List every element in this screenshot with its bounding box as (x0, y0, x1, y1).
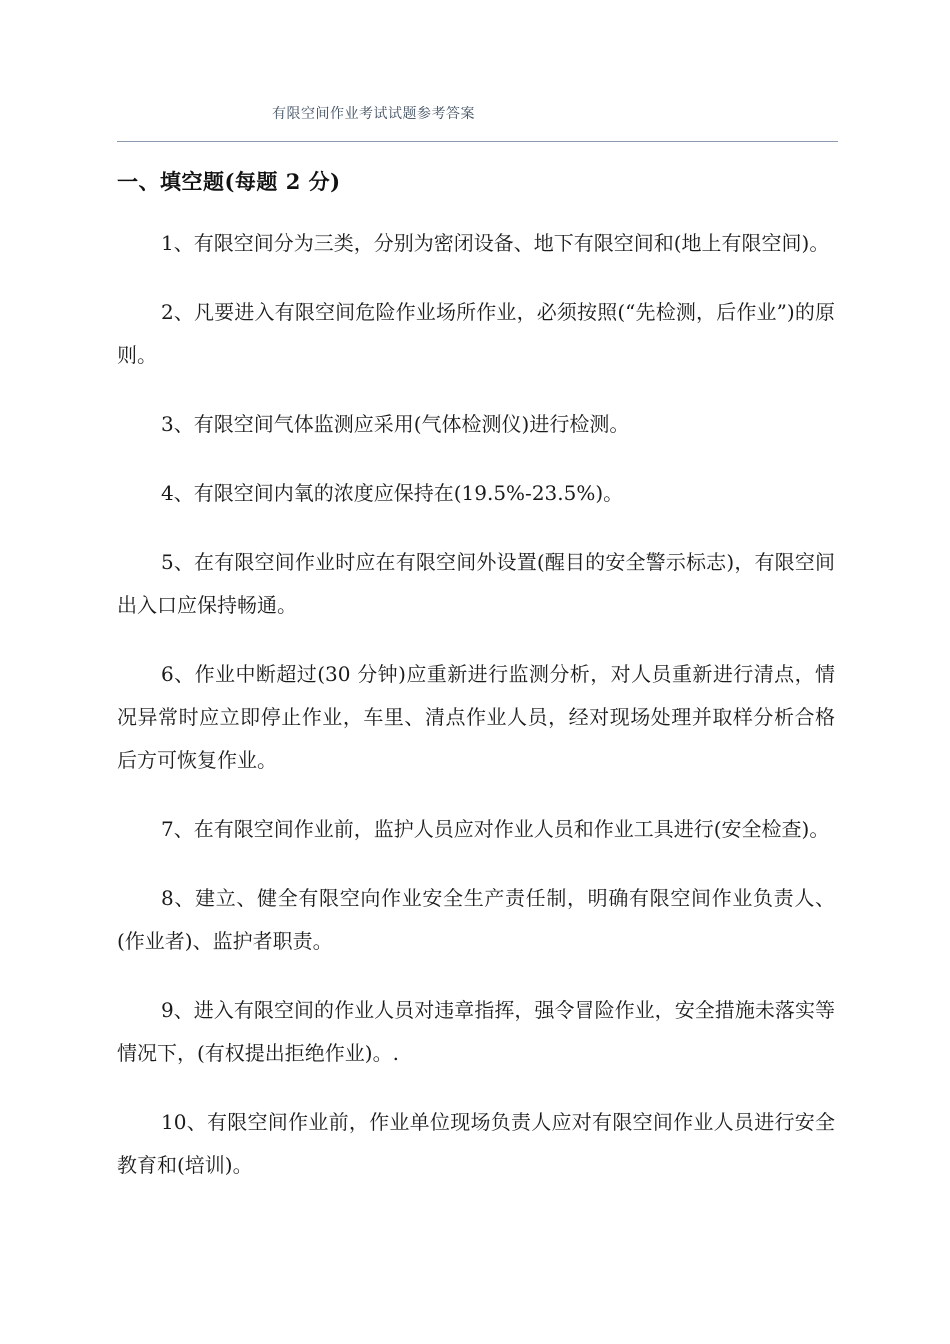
section-title: 一、填空题(每题 2 分) (117, 169, 341, 194)
question-item: 5、在有限空间作业时应在有限空间外设置(醒目的安全警示标志)，有限空间出入口应保持畅通。 (117, 550, 835, 617)
question-item: 8、建立、健全有限空向作业安全生产责任制，明确有限空间作业负责人、(作业者)、监护者职责。 (117, 886, 835, 953)
question-item: 6、作业中断超过(30 分钟)应重新进行监测分析，对人员重新进行清点，情况异常时应立即停止作业，车里、清点作业人员，经对现场处理并取样分析合格后方可恢复作业。 (117, 662, 835, 772)
question-item: 10、有限空间作业前，作业单位现场负责人应对有限空间作业人员进行安全教育和(培训)。 (117, 1110, 835, 1177)
question-item: 9、进入有限空间的作业人员对违章指挥，强令冒险作业，安全措施未落实等情况下，(有权提出拒绝作业)。. (117, 998, 835, 1065)
question-item: 2、凡要进入有限空间危险作业场所作业，必须按照(“先检测，后作业”)的原则。 (117, 300, 835, 367)
header-divider (117, 141, 838, 142)
question-item: 7、在有限空间作业前，监护人员应对作业人员和作业工具进行(安全检查)。 (161, 817, 830, 841)
document-header-title: 有限空间作业考试试题参考答案 (272, 106, 475, 122)
question-item: 3、有限空间气体监测应采用(气体检测仪)进行检测。 (161, 412, 630, 436)
question-item: 1、有限空间分为三类，分别为密闭设备、地下有限空间和(地上有限空间)。 (161, 231, 830, 255)
question-item: 4、有限空间内氧的浓度应保持在(19.5%-23.5%)。 (161, 481, 624, 505)
question-list (117, 222, 835, 1213)
